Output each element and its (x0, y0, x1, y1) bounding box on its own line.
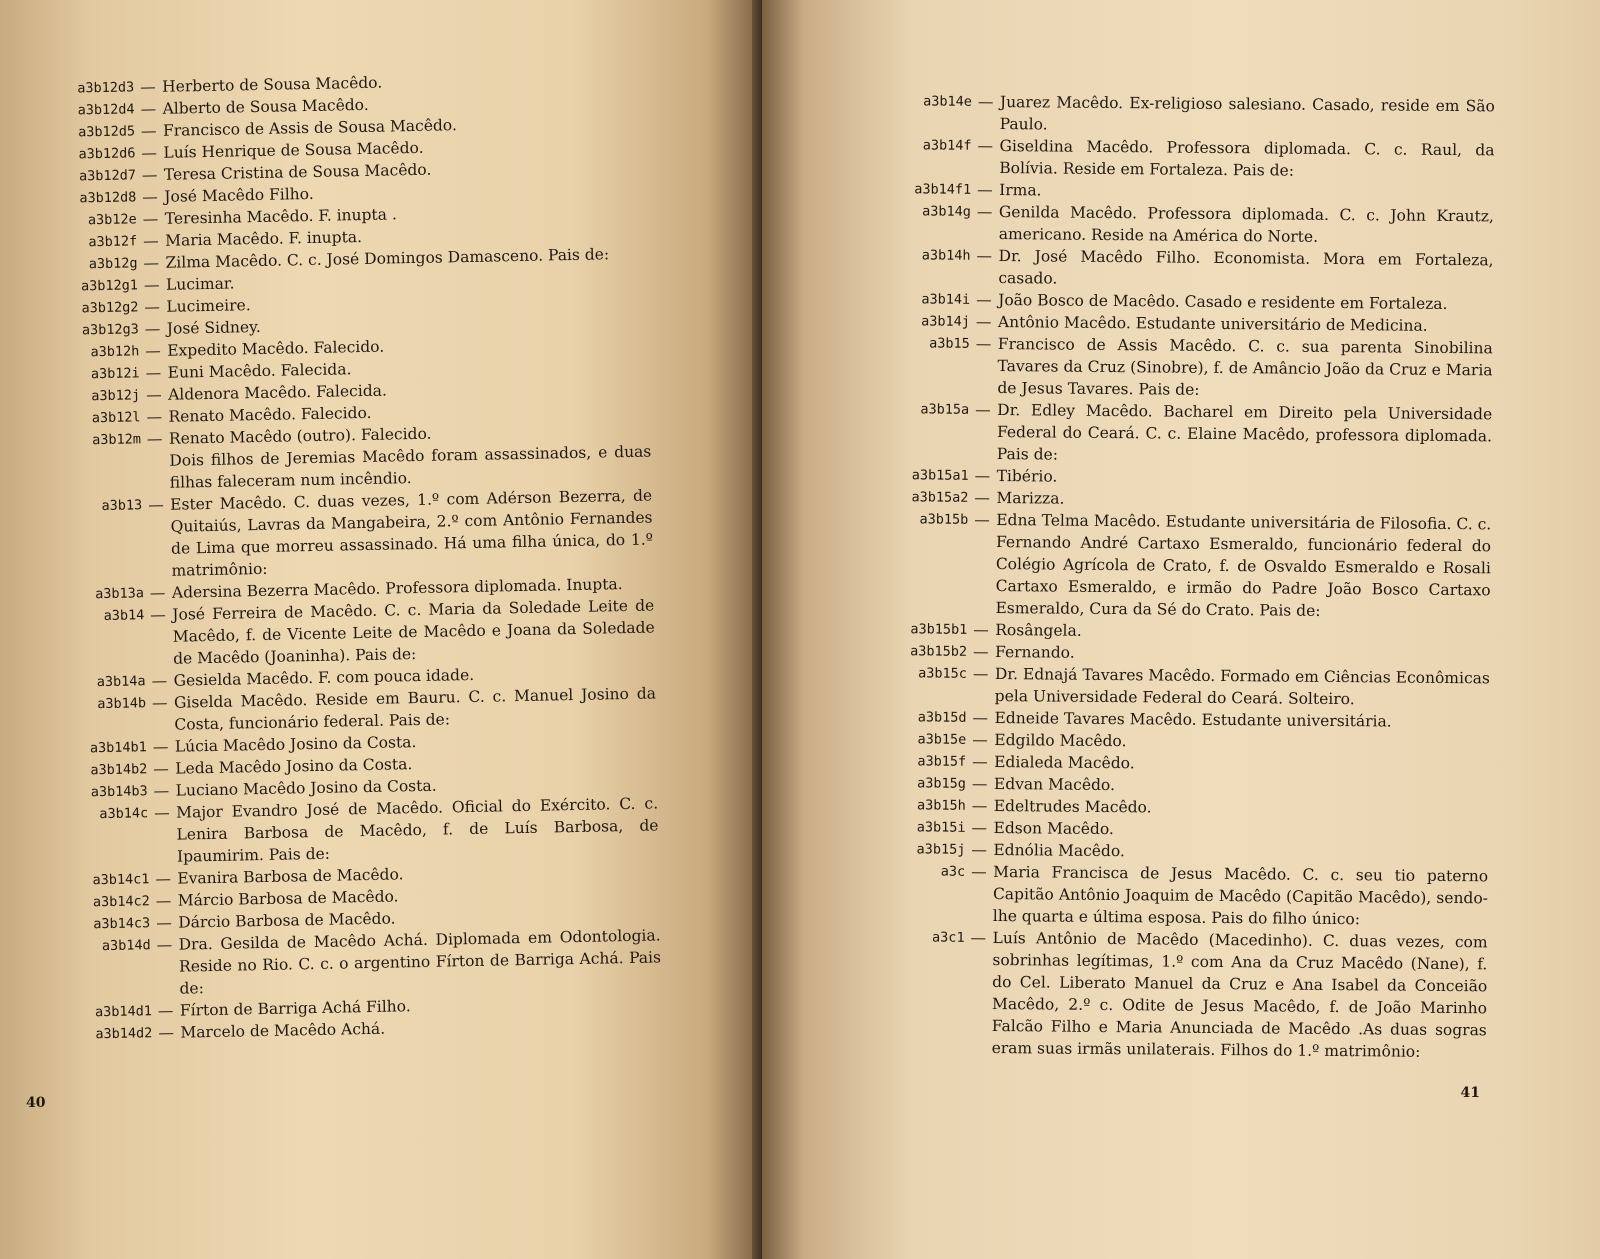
entry-code: a3b14c2 (92, 893, 150, 911)
entry-text: Teresinha Macêdo. F. inupta . (164, 205, 397, 228)
entry-dash: — (144, 297, 161, 317)
entry-dash: — (145, 341, 161, 361)
entry-code: a3b15b (919, 511, 969, 528)
entry-text: Marizza. (996, 489, 1065, 508)
entry-text: Giseldina Macêdo. Professora diplomada. C. c. Raul, da Bolívia. Reside em Fortaleza. Pais de: (999, 137, 1495, 180)
entry-dash: — (971, 796, 988, 815)
entry-dash: — (974, 466, 991, 485)
entry-text: Luís Antônio de Macêdo (Macedinho). C. duas vezes, com sobrinhas legítimas, 1.º com Ana da Cruz Macêdo (Nane), f. do Cel. Liberato Manuel da Cruz e Ana Isabel da Conceião Macêdo, 2.º c. Odite de Jesus Macêdo, f. de João Marinho Falcão Filho e Maria Anunciada de Macêdo .As duas sogras eram suas irmãs unilaterais. Filhos do 1.º matrimônio: (991, 929, 1488, 1061)
entry-dash: — (140, 99, 157, 119)
entry-text: Evanira Barbosa de Macêdo. (177, 865, 404, 888)
entry-text: José Sidney. (166, 317, 261, 338)
page-number-left: 40 (26, 1095, 46, 1111)
entry-dash: — (150, 605, 167, 625)
entry-dash: — (152, 737, 169, 757)
entry-text: Dr. José Macêdo Filho. Economista. Mora em Fortaleza, casado. (998, 247, 1494, 288)
family-note: Dois filhos de Jeremias Macêdo foram assassinados, e duas filhas faleceram num incêndio. (169, 442, 652, 492)
entry-text: Zilma Macêdo. C. c. José Domingos Damasceno. Pais de: (165, 245, 610, 272)
entry-dash: — (141, 143, 158, 163)
entry-text: Francisco de Assis de Sousa Macêdo. (162, 116, 457, 140)
entry-dash: — (975, 400, 991, 419)
entry-text: Ednólia Macêdo. (993, 841, 1125, 861)
entry-code: a3b14a (96, 673, 146, 691)
entry-dash: — (972, 730, 988, 749)
entry-code: a3b12d5 (77, 123, 136, 141)
entry-code: a3b15a1 (911, 467, 969, 484)
entry-dash: — (976, 246, 993, 265)
entry-text: Giselda Macêdo. Reside em Bauru. C. c. Manuel Josino da Costa, funcionário federal. Pais de: (173, 684, 657, 734)
entry-dash: — (157, 1001, 174, 1021)
entry-text: Lucimar. (165, 274, 235, 294)
entry-dash: — (156, 913, 172, 933)
entry-dash: — (973, 642, 989, 661)
entry-text: Maria Francisca de Jesus Macêdo. C. c. seu tio paterno Capitão Antônio Joaquim de Macêdo (Capitão Macêdo), sendo-lhe quarta e última esposa. Pais do filho único: (992, 863, 1489, 929)
genealogy-entry (875, 662, 1490, 711)
genealogy-entry (872, 926, 1488, 1063)
entry-text: Teresa Cristina de Sousa Macêdo. (163, 160, 432, 184)
entry-dash: — (977, 136, 994, 155)
entry-dash: — (973, 620, 989, 639)
entry-dash: — (142, 187, 158, 207)
entry-text: Genilda Macêdo. Professora diplomada. C. c. John Krautz, americano. Reside na América do Norte. (998, 203, 1494, 246)
entry-code: a3b12g (88, 255, 138, 273)
entry-code: a3b14b3 (90, 783, 148, 801)
entry-text: Major Evandro José de Macêdo. Oficial do Exército. C. c. Lenira Barbosa de Macêdo, f. de Luís Barbosa, de Ipaumirim. Pais de: (175, 794, 659, 866)
entry-dash: — (140, 77, 156, 97)
left-page (0, 0, 760, 1259)
entry-code: a3b12d8 (79, 189, 137, 207)
entry-code: a3b12d3 (77, 79, 135, 97)
entry-text: Edgildo Macêdo. (994, 731, 1127, 751)
entry-code: a3b15i (916, 819, 966, 836)
entry-code: a3b14c1 (92, 871, 150, 889)
entry-dash: — (151, 671, 168, 691)
entry-dash: — (151, 693, 168, 713)
entry-code: a3b15g (917, 775, 967, 792)
entry-code: a3b12g1 (80, 277, 139, 295)
entry-dash: — (155, 869, 172, 889)
entry-text: Expedito Macêdo. Falecido. (167, 337, 385, 360)
entry-text: Tibério. (996, 467, 1058, 486)
entry-code: a3b14e (923, 93, 972, 110)
entry-text: José Macêdo Filho. (164, 184, 314, 206)
entry-code: a3c1 (932, 929, 965, 946)
entry-code: a3b12h (90, 343, 140, 361)
entry-text: Fírton de Barriga Achá Filho. (179, 997, 411, 1020)
entry-code: a3b15e (917, 731, 967, 748)
entry-text: Márcio Barbosa de Macêdo. (177, 887, 399, 910)
entry-code: a3b15b2 (910, 643, 968, 660)
entry-code: a3b14 (103, 607, 145, 625)
entry-code: a3b14f (922, 137, 972, 154)
entry-dash: — (971, 774, 988, 793)
entry-code: a3b13a (94, 585, 145, 603)
genealogy-entry (879, 134, 1494, 183)
entry-code: a3b12i (90, 365, 140, 383)
entry-code: a3c (940, 863, 966, 880)
entry-code: a3b14g (922, 203, 972, 220)
entry-code: a3b12m (92, 431, 142, 449)
entry-text: Edneide Tavares Macêdo. Estudante universitária. (994, 709, 1392, 731)
entry-text: Renato Macêdo (outro). Falecido. (168, 424, 432, 448)
entry-dash: — (971, 818, 988, 837)
entry-dash: — (143, 253, 160, 273)
entry-dash: — (972, 752, 988, 771)
entry-dash: — (146, 429, 163, 449)
entry-text: Edialeda Macêdo. (994, 753, 1135, 773)
entry-code: a3b14b1 (89, 739, 148, 757)
entry-text: Antônio Macêdo. Estudante universitário de Medicina. (997, 313, 1428, 335)
entry-text: Luciano Macêdo Josino da Costa. (175, 776, 437, 800)
entry-dash: — (148, 495, 164, 515)
entry-text: Alberto de Sousa Macêdo. (162, 95, 369, 118)
entry-dash: — (974, 510, 990, 529)
entry-code: a3b15h (916, 797, 966, 814)
entry-dash: — (145, 363, 162, 383)
entry-code: a3b13 (101, 497, 143, 515)
entry-text: Fernando. (995, 643, 1075, 662)
entry-code: a3b12f (88, 233, 138, 251)
entry-code: a3b14i (921, 291, 971, 308)
entry-text: Dr. Ednajá Tavares Macêdo. Formado em Ciências Econômicas pela Universidade Federal do Ceará. Solteiro. (994, 665, 1490, 709)
genealogy-entry (877, 332, 1493, 403)
genealogy-entry (879, 200, 1494, 249)
genealogy-entry (873, 860, 1489, 931)
entry-text: Lúcia Macêdo Josino da Costa. (174, 733, 417, 756)
entry-code: a3b12l (91, 409, 141, 427)
entry-text: Dr. Edley Macêdo. Bacharel em Direito pela Universidade Federal do Ceará. C. c. Elaine Macêdo, professora diplomada. Pais de: (996, 401, 1493, 464)
entry-dash: — (156, 935, 173, 955)
entry-dash: — (143, 275, 160, 295)
entry-text: Euni Macêdo. Falecida. (167, 360, 352, 382)
entry-text: Ester Macêdo. C. duas vezes, 1.º com Adérson Bezerra, de Quitaiús, Lavras da Mangabeira, 2.º com Antônio Fernandes de Lima que morreu assassinado. Há uma filha única, do 1.º matrimônio: (170, 486, 654, 580)
entry-code: a3b12d6 (78, 145, 136, 163)
genealogy-entry (64, 924, 661, 1001)
entry-code: a3b15a2 (911, 489, 969, 506)
entry-dash: — (149, 583, 166, 603)
entry-code: a3b14h (921, 247, 971, 264)
entry-dash: — (145, 385, 162, 405)
entry-dash: — (972, 664, 989, 683)
entry-text: Francisco de Assis Macêdo. C. c. sua parenta Sinobilina Tavares da Cruz (Sinobre), f. de Amâncio João da Cruz e Maria de Jesus Tavares. Pais de: (997, 335, 1493, 399)
entry-dash: — (153, 759, 169, 779)
entry-text: Rosângela. (995, 621, 1082, 640)
entry-text: Edna Telma Macêdo. Estudante universitária de Filosofia. C. c. Fernando André Cartaxo Esmeraldo, funcionário federal do Colégio Agrícola de Crato, f. de Osvaldo Esmeraldo e Rosali Cartaxo Esmeraldo, e irmão do Padre João Bosco Cartaxo Esmeraldo, Cura da Sé do Crato. Pais de: (995, 511, 1492, 620)
entry-code: a3b14d (101, 937, 151, 955)
genealogy-entry (875, 508, 1491, 623)
entry-dash: — (153, 803, 170, 823)
entry-text: Luís Henrique de Sousa Macêdo. (163, 138, 424, 162)
entry-code: a3b15a (920, 401, 970, 418)
entry-text: Juarez Macêdo. Ex-religioso salesiano. Casado, reside em São Paulo. (999, 93, 1495, 134)
entry-code: a3b12j (91, 387, 141, 405)
entry-dash: — (970, 928, 987, 947)
entry-dash: — (153, 781, 170, 801)
entry-code: a3b12d4 (77, 101, 135, 119)
entry-text: Edson Macêdo. (993, 819, 1114, 839)
entry-text: Leda Macêdo Josino da Costa. (175, 755, 413, 778)
entry-dash: — (977, 180, 993, 199)
entry-dash: — (975, 312, 992, 331)
entry-text: Gesielda Macêdo. F. com pouca idade. (173, 665, 475, 690)
entry-dash: — (155, 891, 172, 911)
entry-dash: — (971, 862, 987, 881)
entry-code: a3b15b1 (910, 621, 968, 638)
genealogy-entry (877, 398, 1493, 469)
entry-code: a3b14j (921, 313, 971, 330)
genealogy-entry (62, 792, 659, 869)
entry-dash: — (974, 488, 991, 507)
entry-dash: — (144, 319, 161, 339)
entry-text: Maria Macêdo. F. inupta. (164, 228, 363, 250)
entry-code: a3b14c (99, 805, 149, 823)
entry-text: João Bosco de Macêdo. Casado e residente em Fortaleza. (998, 291, 1448, 313)
entry-code: a3b12g3 (81, 321, 139, 339)
entry-text: Edeltrudes Macêdo. (993, 797, 1152, 817)
entry-text: Adersina Bezerra Macêdo. Professora diplomada. Inupta. (171, 575, 623, 602)
entry-dash: — (975, 334, 992, 353)
left-entries (48, 67, 662, 1046)
entry-text: Irma. (999, 181, 1042, 200)
entry-text: Marcelo de Macêdo Achá. (180, 1019, 386, 1042)
entry-dash: — (977, 92, 994, 111)
entry-text: Dra. Gesilda de Macêdo Achá. Diplomada em Odontologia. Reside no Rio. C. c. o argentino Fírton de Barriga Achá. Pais de: (178, 926, 662, 998)
entry-code: a3b15f (917, 753, 967, 770)
entry-dash: — (971, 840, 987, 859)
entry-dash: — (976, 290, 992, 309)
entry-dash: — (972, 708, 989, 727)
entry-dash: — (141, 165, 158, 185)
entry-text: José Ferreira de Macêdo. C. c. Maria da Soledade Leite de Macêdo, f. de Vicente Leite de Macêdo e Joana da Soledade de Macêdo (Joaninha). Pais de: (172, 596, 655, 668)
right-entries (872, 90, 1495, 1063)
entry-code: a3b15 (929, 335, 970, 352)
entry-dash: — (146, 407, 163, 427)
entry-code: a3b14b2 (90, 761, 148, 779)
entry-text: Dárcio Barbosa de Macêdo. (178, 909, 396, 932)
entry-text: Lucimeire. (166, 296, 251, 316)
entry-dash: — (142, 209, 159, 229)
entry-dash: — (140, 121, 157, 141)
entry-dash: — (142, 231, 159, 251)
genealogy-entry (878, 244, 1493, 293)
entry-text: Renato Macêdo. Falecido. (168, 403, 372, 426)
entry-code: a3b14d1 (94, 1003, 153, 1021)
entry-code: a3b12g2 (81, 299, 139, 317)
entry-code: a3b12e (87, 211, 137, 229)
genealogy-entry (56, 484, 654, 583)
entry-code: a3b15c (918, 665, 967, 682)
entry-code: a3b15d (917, 709, 967, 726)
genealogy-entry (58, 594, 655, 671)
entry-text: Aldenora Macêdo. Falecida. (167, 381, 387, 404)
entry-code: a3b15j (916, 841, 966, 858)
entry-code: a3b12d7 (78, 167, 137, 185)
page-number-right: 41 (1460, 1085, 1480, 1101)
entry-dash: — (158, 1023, 175, 1043)
entry-dash: — (976, 202, 993, 221)
entry-code: a3b14f1 (914, 181, 972, 198)
entry-code: a3b14b (97, 695, 147, 713)
right-page (762, 0, 1600, 1259)
entry-code: a3b14d2 (95, 1025, 153, 1043)
genealogy-entry (880, 90, 1495, 139)
entry-code: a3b14c3 (93, 915, 151, 933)
entry-text: Herberto de Sousa Macêdo. (162, 73, 383, 96)
entry-text: Edvan Macêdo. (993, 775, 1116, 795)
